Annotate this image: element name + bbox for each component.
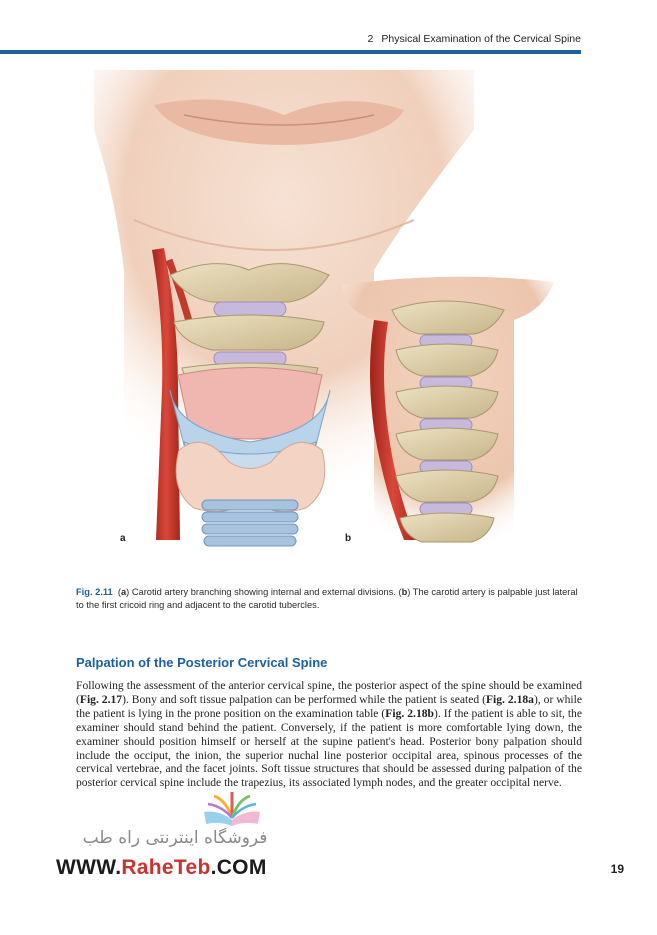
chapter-number: 2 [367,33,374,45]
figure-ref[interactable]: Fig. 2.17 [79,692,123,706]
caption-part-a-letter: a [120,587,127,597]
panel-b-label: b [345,533,352,544]
caption-part-b-text: The carotid artery is palpable just lateral to the first cricoid ring and adjacent to the carotid tubercles. [76,587,578,610]
chapter-title: Physical Examination of the Cervical Spine [381,33,581,45]
watermark [50,790,290,890]
watermark-persian-text: فروشگاه اینترنتی راه طب [82,828,268,848]
watermark-url[interactable] [56,856,267,880]
url-suffix: .COM [210,856,267,879]
figure-ref[interactable]: Fig. 2.18a [485,692,534,706]
section-title: Palpation of the Posterior Cervical Spine [76,655,328,670]
body-text-1: Following the assessment of the anterior cervical spine, the posterior aspect of the spine should be examined ( [76,679,582,706]
figure-2-11 [74,70,582,550]
caption-part-b-letter: b [401,587,408,597]
url-brand: RaheTeb [121,856,211,879]
figure-ref[interactable]: Fig. 2.18b [385,706,434,720]
section-body [76,679,582,790]
body-text-4: ). If the patient is able to sit, the examiner should stand behind the patient. Conversely, if the patient is more comfortable lying down, the examiner should position himself or herself at the supine patient's head. Posterior bony palpation should include the occiput, the inion, the superior nuchal line posterior occipital area, spinous processes of the cervical vertebrae, and the facet joints. Soft tissue structures that should be assessed during palpation of the posterior cervical spine include the trapezius, its associated lymph nodes, and the greater occipital nerve. [76,706,582,790]
figure-caption: Fig. 2.11 (a) Carotid artery branching showing internal and external divisions. (b) The carotid artery is palpable just lateral to the first cricoid ring and adjacent to the carotid tubercles. [76,587,578,610]
header-rule [0,50,581,54]
body-text-3: ), or while the patient is lying in the prone position on the examination table ( [76,692,582,720]
page-number: 19 [610,862,624,876]
open-book-icon [200,790,264,826]
body-text-2: ). Bony and soft tissue palpation can be performed while the patient is seated ( [122,692,486,706]
panel-a-label: a [120,533,126,544]
url-prefix: WWW. [56,856,122,879]
anatomy-illustration [74,70,582,550]
caption-part-a-text: Carotid artery branching showing internal and external divisions. [131,587,396,597]
caption-label: Fig. 2.11 [76,587,113,597]
panel-b-illustration [342,277,554,542]
running-head [368,33,581,45]
